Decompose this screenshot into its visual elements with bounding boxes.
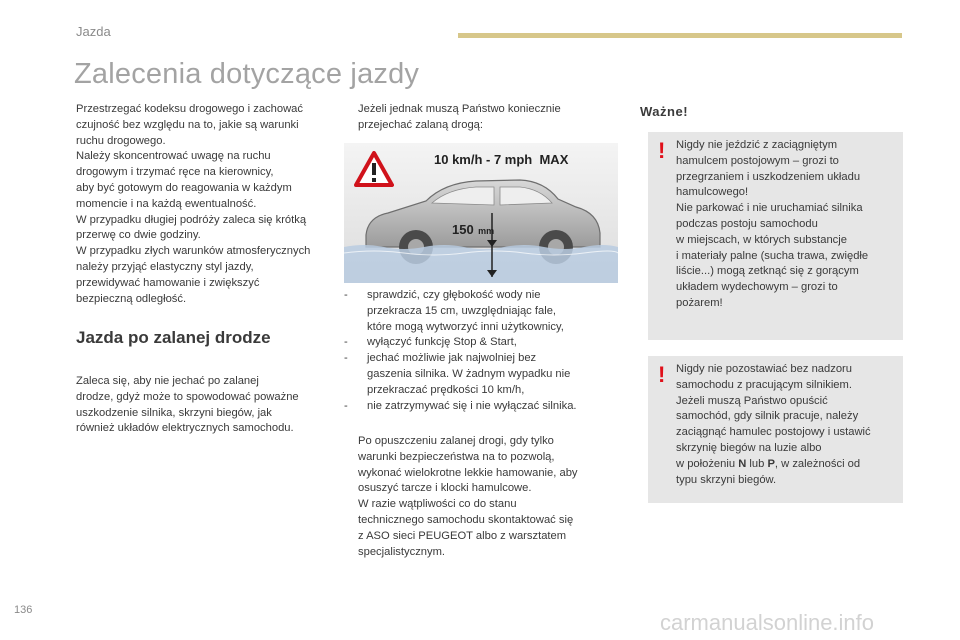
text-line: W razie wątpliwości co do stanu — [358, 498, 517, 511]
text-line: Jeżeli jednak muszą Państwo koniecznie — [358, 103, 561, 115]
text-line: podczas postoju samochodu — [676, 217, 818, 230]
list-dash: - — [344, 352, 348, 365]
list-item-line: przekracza 15 cm, uwzględniając fale, — [367, 304, 557, 317]
flood-paragraph — [76, 374, 341, 437]
text-line: technicznego samochodu skontaktować się — [358, 513, 574, 526]
watermark: carmanualsonline.info — [660, 610, 875, 635]
text-line: czujność bez względu na to, jakie są warunki — [76, 118, 299, 131]
text-line: Nigdy nie pozostawiać bez nadzoru — [676, 363, 852, 375]
page-title: Zalecenia dotyczące jazdy — [74, 58, 420, 90]
depth-label — [452, 221, 494, 239]
text-line: uszkodzenie silnika, skrzyni biegów, jak — [76, 406, 272, 419]
text-line: Nigdy nie jeździć z zaciągniętym — [676, 139, 838, 151]
page-number: 136 — [14, 604, 33, 616]
text-line: hamulcem postojowym – grozi to — [676, 154, 839, 167]
text-line: przewidywać hamowanie i zwiększyć — [76, 276, 260, 289]
list-item-line: przekraczać prędkości 10 km/h, — [367, 383, 525, 396]
text-line: przejechać zalaną drogą: — [358, 118, 484, 131]
list-item-line: które mogą wytworzyć inni użytkownicy, — [367, 320, 564, 333]
text-line: i materiały palne (sucha trawa, zwiędłe — [676, 249, 869, 262]
text-line: pożarem! — [676, 296, 723, 309]
text-line: w miejscach, w których substancje — [676, 233, 847, 246]
flood-illustration — [344, 143, 618, 283]
warning-box-parking-brake — [648, 132, 903, 340]
intro-paragraph — [76, 102, 341, 307]
text-line: przegrzaniem i uszkodzeniem układu — [676, 170, 861, 183]
warning-exclamation-icon: ! — [658, 362, 666, 387]
text-line: Należy skoncentrować uwagę na ruchu — [76, 150, 271, 163]
list-dash: - — [344, 336, 348, 349]
text-line: ruchu drogowego. — [76, 134, 166, 147]
depth-unit: mm — [478, 226, 495, 236]
gear-position-line: w położeniu N lub P, w zależności od — [676, 457, 861, 470]
text-line: W przypadku długiej podróży zaleca się krótką — [76, 213, 307, 226]
flood-checklist — [344, 288, 634, 414]
header-rule — [458, 33, 902, 38]
text-line: drodze, gdyż może to spowodować poważne — [76, 390, 299, 403]
text-line: samochód, gdy silnik pracuje, należy — [676, 410, 859, 423]
text-line: Przestrzegać kodeksu drogowego i zachować — [76, 103, 303, 115]
list-item — [344, 288, 634, 335]
text-line: hamulcowego! — [676, 186, 749, 199]
after-flood-paragraph — [358, 434, 618, 560]
text-line: aby być gotowym do reagowania w każdym — [76, 181, 292, 194]
list-item-line: gaszenia silnika. W żadnym wypadku nie — [367, 367, 571, 380]
text-line: osuszyć tarcze i klocki hamulcowe. — [358, 482, 532, 495]
text-line: Nie parkować i nie uruchamiać silnika — [676, 202, 863, 215]
text-line: również układów elektrycznych samochodu. — [76, 422, 294, 435]
text-line: liście...) mogą zetknąć się z gorącym — [676, 265, 859, 278]
text-line: skrzynię biegów na luzie albo — [676, 441, 822, 454]
list-dash: - — [344, 399, 348, 412]
text-line: momencie i na każdą ewentualność. — [76, 197, 257, 210]
text-line: specjalistycznym. — [358, 545, 446, 558]
warning-text-lines — [676, 362, 898, 457]
list-item — [344, 351, 634, 398]
flood-heading: Jazda po zalanej drodze — [76, 328, 271, 347]
warning-text-engine-running — [676, 362, 898, 488]
warning-triangle-icon — [354, 151, 394, 187]
list-item-line: wyłączyć funkcję Stop & Start, — [367, 336, 517, 349]
text-line: należy przyjąć elastyczny styl jazdy, — [76, 260, 254, 273]
speed-limit-label: 10 km/h - 7 mph MAX — [434, 152, 569, 167]
text-line: Zaleca się, aby nie jechać po zalanej — [76, 375, 259, 387]
text-line: Jeżeli muszą Państwo opuścić — [676, 394, 828, 407]
warning-box-engine-running — [648, 356, 903, 503]
text-line: przerwę co dwie godziny. — [76, 229, 201, 242]
text-line: W przypadku złych warunków atmosferycznych — [76, 245, 311, 258]
flood-intro-paragraph — [358, 102, 618, 134]
list-dash: - — [344, 289, 348, 301]
list-item — [344, 335, 634, 351]
warning-text-parking-brake — [676, 138, 898, 312]
text-line: układem wydechowym – grozi to — [676, 281, 838, 294]
list-item — [344, 399, 634, 415]
important-heading: Ważne! — [640, 104, 689, 119]
text-line: bezpieczną odległość. — [76, 292, 187, 305]
list-item-line: jechać możliwie jak najwolniej bez — [367, 352, 537, 365]
depth-value: 150 — [452, 222, 474, 237]
text-line: z ASO sieci PEUGEOT albo z warsztatem — [358, 529, 567, 542]
text-line: samochodu z pracującym silnikiem. — [676, 378, 852, 391]
list-item-line: nie zatrzymywać się i nie wyłączać silnika. — [367, 399, 577, 412]
text-line: Po opuszczeniu zalanej drogi, gdy tylko — [358, 435, 554, 447]
text-line: drogowym i trzymać ręce na kierownicy, — [76, 166, 274, 179]
text-line: zaciągnąć hamulec postojowy i ustawić — [676, 426, 871, 439]
text-line: warunki bezpieczeństwa na to pozwolą, — [358, 450, 555, 463]
warning-exclamation-icon: ! — [658, 138, 666, 163]
text-line: wykonać wielokrotne lekkie hamowanie, aby — [358, 466, 578, 479]
list-item-line: sprawdzić, czy głębokość wody nie — [367, 289, 541, 301]
gear-type-line: typu skrzyni biegów. — [676, 473, 777, 486]
section-label: Jazda — [76, 24, 111, 39]
